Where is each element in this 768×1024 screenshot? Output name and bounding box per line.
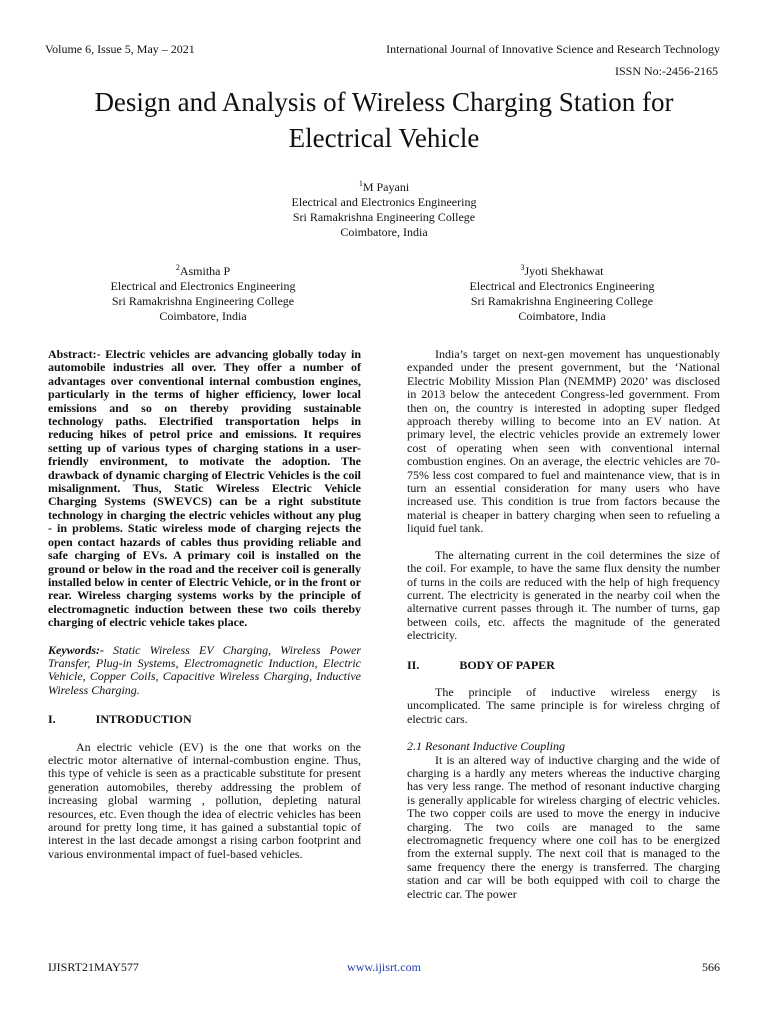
author-dept: Electrical and Electronics Engineering <box>469 279 655 293</box>
issn: ISSN No:-2456-2165 <box>614 64 718 78</box>
title-line-2: Electrical Vehicle <box>288 123 480 153</box>
author-1 <box>234 180 534 240</box>
keywords <box>48 644 361 698</box>
journal-url-link[interactable]: www.ijisrt.com <box>347 960 421 974</box>
author-name-text: Jyoti Shekhawat <box>524 264 604 278</box>
author-name <box>48 264 358 279</box>
paper-title <box>40 84 728 156</box>
author-location: Coimbatore, India <box>159 309 247 323</box>
author-sup: 1 <box>358 179 363 188</box>
keywords-text: Static Wireless EV Charging, Wireless Power Transfer, Plug-in Systems, Electromagnetic Induction, Electric Vehicle, Copper Coils, Capacitive Wireless Charging, Inductive Wireless Charging. <box>48 642 361 697</box>
page-number: 566 <box>702 960 720 974</box>
author-college: Sri Ramakrishna Engineering College <box>292 210 476 224</box>
journal-name: International Journal of Innovative Science and Research Technology <box>386 42 720 56</box>
author-3 <box>402 264 722 324</box>
section-title: BODY OF PAPER <box>459 657 555 672</box>
keywords-label: Keywords:- <box>48 642 104 657</box>
right-column <box>407 348 720 901</box>
author-name-text: M Payani <box>362 180 410 194</box>
right-paragraph-4: It is an altered way of inductive charging and the wide of charging is a hardly any meters whereas the inductive charging has very less range. The method of resonant inductive charging is generally applicable for wireless charging of electric vehicles. The two copper coils are used to move the energy in inducive charging. The two coils are managed to the same electromagnetic frequency where one coil has to be energized from the external supply. The next coil that is managed to the same frequency there the energy is transferred. The charging station and car will be both equipped with coil to charge the electric car. The power <box>407 752 720 901</box>
subsection-heading: 2.1 Resonant Inductive Coupling <box>407 739 565 754</box>
section-heading-body <box>407 659 720 672</box>
author-location: Coimbatore, India <box>340 225 428 239</box>
intro-paragraph: An electric vehicle (EV) is the one that works on the electric motor alternative of internal-combustion engine. Thus, this type of vehicle is seen as a practicable substitute for present generation automobiles, thereby addressing the problem of increasing global warming , pollution, depleting natural resources, etc. Even though the idea of electric vehicles has been around for pretty long time, it has gained a substantial topic of interest in the last decade amongst a rising carbon footprint and various environmental impact of fuel-based vehicles. <box>48 739 361 861</box>
paper-id: IJISRT21MAY577 <box>48 960 139 974</box>
right-paragraph-2: The alternating current in the coil determines the size of the coil. For example, to have the same flux density the number of turns in the coils are reduced with the help of high frequency current. The electricity is generated in the nearby coil when the alternative current passes through it. The number of turns, gap between coils, etc. affects the magnitude of the generated electricity. <box>407 547 720 643</box>
section-title: INTRODUCTION <box>95 712 192 727</box>
title-line-1: Design and Analysis of Wireless Charging Station for <box>94 87 674 117</box>
author-2 <box>48 264 358 324</box>
right-paragraph-3: The principle of inductive wireless energy is uncomplicated. The same principle is for wireless chrging of electric cars. <box>407 684 720 726</box>
section-number: II. <box>407 657 420 672</box>
abstract: Abstract:- Electric vehicles are advancing globally today in automobile industries all over. They offer a number of advantages over conventional internal combustion engines, particularly in the terms of higher efficiency, lower local emissions and so on thereby providing sustainable technology paths. Electrified transportation helps in reducing hikes of petrol price and emissions. It requires setting up of various types of charging stations in a user-friendly environment, to motivate the adoption. The drawback of dynamic charging of Electric Vehicles is the coil misalignment. Thus, Static Wireless Electric Vehicle Charging Systems (SWEVCS) can be a right substitute technology in charging the electric vehicles without any plug - in problems. Static wireless mode of charging rejects the open contact hazards of cables thus providing reliable and safe charging of EVs. A primary coil is installed on the ground or below in the road and the receiver coil is generally installed below in center of Electric Vehicle, or in the front or rear. Wireless charging systems works by the principle of electromagnetic induction between these two coils thereby charging of electric vehicle takes place. <box>48 347 361 630</box>
right-paragraph-1: India’s target on next-gen movement has unquestionably expanded under the present government, but the ‘National Electric Mobility Mission Plan (NEMMP) 2020’ was disclosed in 2013 below the antecedent Congress-led government. From then on, the country is interested in adopting super fledged approach thereby willing to become into an EV nation. At primary level, the electric vehicles provide an extremely lower cost of operating when seen with conventional internal combustion engines. On an average, the electric vehicles are 70-75% less cost compared to fuel and maintenance view, that is in turn an essential consideration for many users who have increased use. This condition is true from factors because the material is cheaper in battery charging when seen to refueling a liquid fuel tank. <box>407 347 720 536</box>
section-heading-introduction <box>48 713 361 726</box>
author-dept: Electrical and Electronics Engineering <box>291 195 477 209</box>
author-college: Sri Ramakrishna Engineering College <box>111 294 295 308</box>
author-name <box>402 264 722 279</box>
author-location: Coimbatore, India <box>518 309 606 323</box>
author-name <box>234 180 534 195</box>
author-sup: 2 <box>175 263 180 272</box>
author-dept: Electrical and Electronics Engineering <box>110 279 296 293</box>
left-column <box>48 348 361 861</box>
author-name-text: Asmitha P <box>179 264 231 278</box>
volume-issue: Volume 6, Issue 5, May – 2021 <box>45 42 195 56</box>
author-sup: 3 <box>520 263 525 272</box>
section-number: I. <box>48 712 56 727</box>
author-college: Sri Ramakrishna Engineering College <box>470 294 654 308</box>
